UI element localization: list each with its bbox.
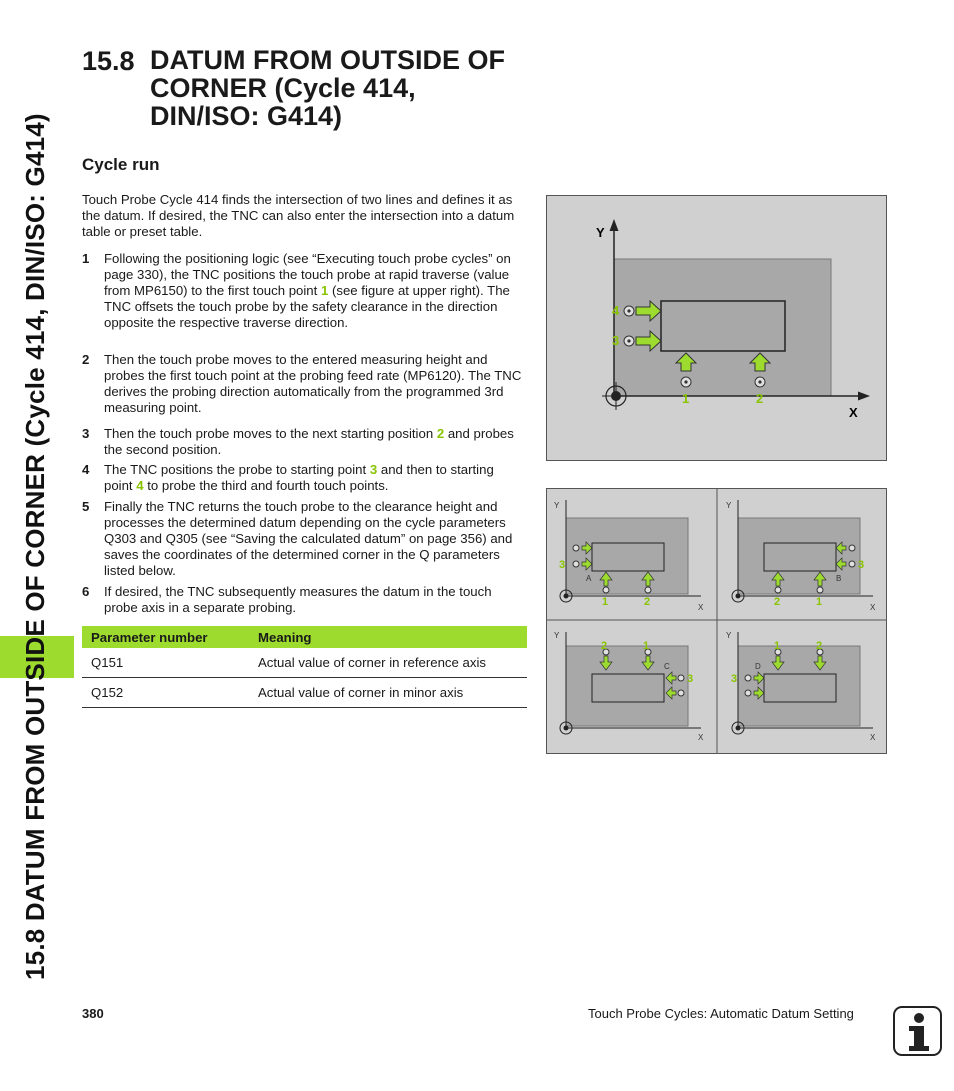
point-label: 1 (602, 596, 609, 608)
step-highlight: 1 (320, 283, 329, 298)
step-item (82, 251, 524, 331)
y-axis-label: Y (554, 631, 560, 640)
corner-label: C (664, 662, 670, 671)
x-axis-label: X (698, 733, 704, 742)
step-item (82, 499, 524, 579)
point-label: 2 (774, 596, 781, 608)
y-axis-label: Y (596, 225, 605, 240)
step-text: If desired, the TNC subsequently measures the datum in the touch probe axis in a separate probing. (104, 584, 492, 615)
section-number: 15.8 (82, 46, 135, 76)
corner-selection-figure (546, 488, 887, 754)
point-label: 3 (858, 559, 865, 571)
step-text: Following the positioning logic (see “Executing touch probe cycles” on page 330), the TNC positions the touch probe at rapid traverse (value from MP6150) to the first touch point (104, 251, 511, 298)
point-label-4: 4 (612, 303, 620, 318)
step-text-after: (see figure at upper right). The TNC offsets the touch probe by the safety clearance in the direction opposite the respective traverse direction. (104, 283, 510, 330)
x-axis-label: X (870, 603, 876, 612)
probe-point-icon (681, 377, 691, 387)
point-label: 2 (644, 596, 651, 608)
x-axis-label: X (849, 405, 858, 420)
table-cell: Q151 (82, 648, 249, 678)
step-text: The TNC positions the probe to starting point (104, 462, 370, 477)
x-axis-label: X (870, 733, 876, 742)
intro-paragraph: Touch Probe Cycle 414 finds the intersection of two lines and defines it as the datum. If desired, the TNC can also enter the intersection into a datum table or preset table. (82, 192, 515, 239)
point-label: 3 (559, 559, 566, 571)
corner-label: B (836, 574, 842, 583)
table-cell: Q152 (82, 678, 249, 708)
probe-point-icon (755, 377, 765, 387)
step-number: 3 (82, 426, 90, 441)
page-number: 380 (82, 1006, 104, 1021)
point-label: 2 (816, 640, 823, 652)
step-item (82, 584, 524, 616)
corner-panel-c (554, 631, 704, 742)
section-title: DATUM FROM OUTSIDE OF CORNER (Cycle 414, DIN/ISO: G414) (150, 45, 505, 131)
step-text-after: and then to starting point (104, 462, 494, 493)
step-highlight: 3 (369, 462, 378, 477)
point-label: 2 (601, 640, 608, 652)
footer-chapter-title: Touch Probe Cycles: Automatic Datum Setting (588, 1006, 854, 1021)
step-highlight: 2 (436, 426, 445, 441)
table-cell: Actual value of corner in minor axis (249, 678, 527, 708)
probing-sequence-figure (546, 195, 887, 461)
corner-label: A (586, 574, 592, 583)
parameter-table (82, 626, 527, 708)
step-text: Then the touch probe moves to the entered measuring height and probes the first touch point at the probing feed rate (MP6120). The TNC derives the probing direction automatically from the programmed 3rd measuring point. (104, 352, 522, 415)
step-text: Then the touch probe moves to the next starting position (104, 426, 437, 441)
step-item (82, 462, 524, 494)
step-number: 4 (82, 462, 90, 477)
info-icon (893, 1006, 942, 1056)
step-number: 2 (82, 352, 90, 367)
table-row (82, 678, 527, 708)
table-row (82, 648, 527, 678)
point-label: 1 (774, 640, 781, 652)
step-text-end: to probe the third and fourth touch points. (143, 478, 389, 493)
step-number: 5 (82, 499, 90, 514)
point-label: 1 (816, 596, 823, 608)
y-axis-label: Y (554, 501, 560, 510)
table-header-row (82, 626, 527, 648)
table-header: Parameter number (82, 626, 249, 648)
point-label-1: 1 (682, 391, 690, 406)
corner-label: D (755, 662, 761, 671)
point-label: 1 (643, 640, 650, 652)
y-axis-label: Y (726, 501, 732, 510)
step-item (82, 352, 524, 416)
probe-point-icon (624, 306, 634, 316)
corner-panel-d (726, 631, 876, 742)
point-label-2: 2 (756, 391, 764, 406)
y-axis-label: Y (726, 631, 732, 640)
step-number: 6 (82, 584, 90, 599)
side-running-title: 15.8 DATUM FROM OUTSIDE OF CORNER (Cycle 414, DIN/ISO: G414) (20, 113, 50, 980)
step-item (82, 426, 524, 458)
step-highlight-2: 4 (136, 478, 144, 493)
table-cell: Actual value of corner in reference axis (249, 648, 527, 678)
subheading-cycle-run: Cycle run (82, 155, 160, 174)
x-axis-label: X (698, 603, 704, 612)
point-label: 3 (731, 673, 738, 685)
probe-point-icon (624, 336, 634, 346)
table-header: Meaning (249, 626, 527, 648)
point-label: 3 (687, 673, 694, 685)
step-text: Finally the TNC returns the touch probe to the clearance height and processes the determined datum depending on the cycle parameters Q303 and Q305 (see “Saving the calculated datum” on page 356) and saves the coordinates of the determined corner in the Q parameters listed below. (104, 499, 513, 578)
workpiece-block (661, 301, 785, 351)
step-text-after: and probes the second position. (104, 426, 514, 457)
point-label-3: 3 (612, 333, 620, 348)
step-number: 1 (82, 251, 90, 266)
